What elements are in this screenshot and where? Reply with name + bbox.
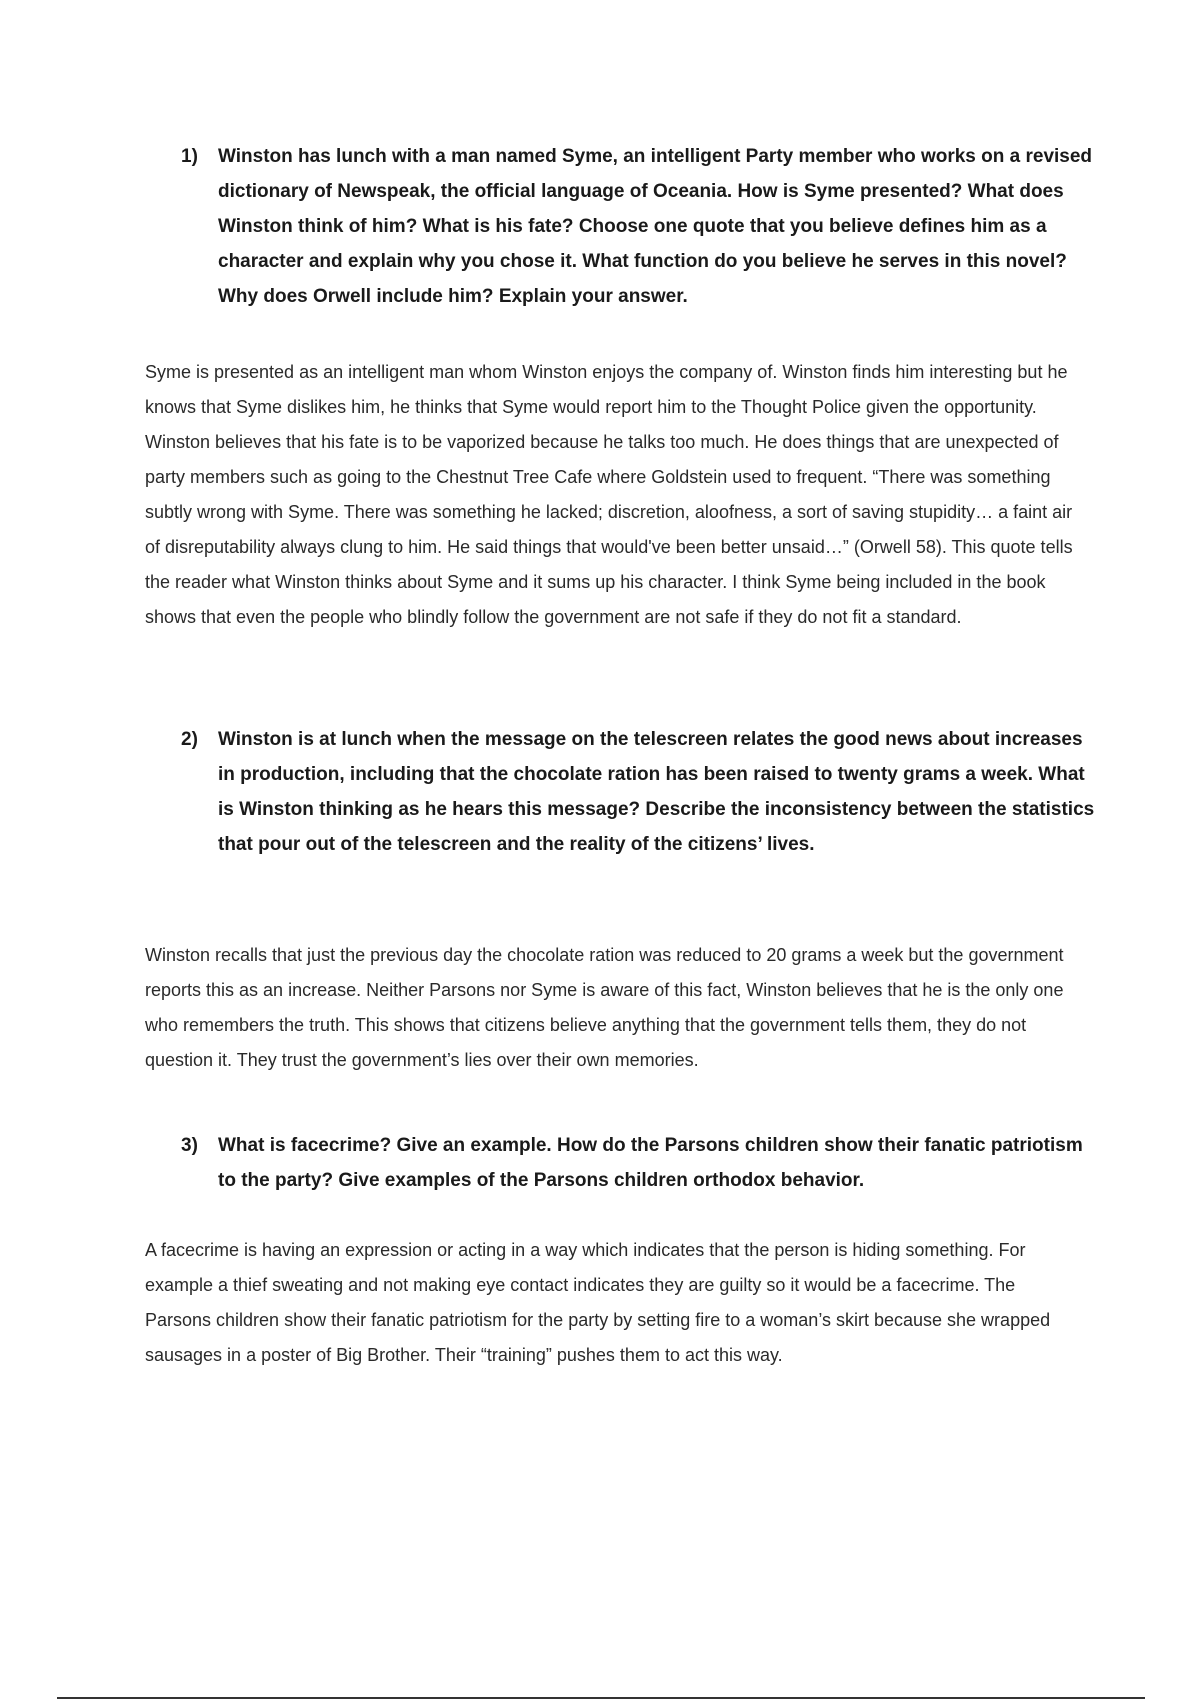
question-number: 3) [181,1135,198,1156]
question-text: Winston has lunch with a man named Syme, an intelligent Party member who works on a revised dictionary of Newspeak, the official language of Oceania. How is Syme presented? What does Winston think of him? What is his fate? Choose one quote that you believe defines him as a character and explain why you chose it. What function do you believe he serves in this novel? Why does Orwell include him? Explain your answer. [218,146,1093,307]
question-2 [181,722,1101,862]
answer-2: Winston recalls that just the previous day the chocolate ration was reduced to 20 grams a week but the government reports this as an increase. Neither Parsons nor Syme is aware of this fact, Winston believes that he is the only one who remembers the truth. This shows that citizens believe anything that the government tells them, they do not question it. They trust the government’s lies over their own memories. [145,945,1064,1070]
answer-1: Syme is presented as an intelligent man whom Winston enjoys the company of. Winston finds him interesting but he knows that Syme dislikes him, he thinks that Syme would report him to the Thought Police given the opportunity. Winston believes that his fate is to be vaporized because he talks too much. He does things that are unexpected of party members such as going to the Chestnut Tree Cafe where Goldstein used to frequent. “There was something subtly wrong with Syme. There was something he lacked; discretion, aloofness, a sort of saving stupidity… a faint air of disreputability always clung to him. He said things that would've been better unsaid…” (Orwell 58). This quote tells the reader what Winston thinks about Syme and it sums up his character. I think Syme being included in the book shows that even the people who blindly follow the government are not safe if they do not fit a standard. [145,362,1073,627]
question-number: 2) [181,729,198,750]
question-1 [181,139,1101,314]
footer-divider [57,1697,1145,1699]
question-text: What is facecrime? Give an example. How do the Parsons children show their fanatic patriotism to the party? Give examples of the Parsons children orthodox behavior. [218,1135,1083,1191]
answer-3: A facecrime is having an expression or acting in a way which indicates that the person is hiding something. For example a thief sweating and not making eye contact indicates they are guilty so it would be a facecrime. The Parsons children show their fanatic patriotism for the party by setting fire to a woman’s skirt because she wrapped sausages in a poster of Big Brother. Their “training” pushes them to act this way. [145,1240,1051,1365]
question-3 [181,1128,1101,1198]
question-text: Winston is at lunch when the message on the telescreen relates the good news about increases in production, including that the chocolate ration has been raised to twenty grams a week. What is Winston thinking as he hears this message? Describe the inconsistency between the statistics that pour out of the telescreen and the reality of the citizens’ lives. [218,729,1095,855]
question-number: 1) [181,146,198,167]
